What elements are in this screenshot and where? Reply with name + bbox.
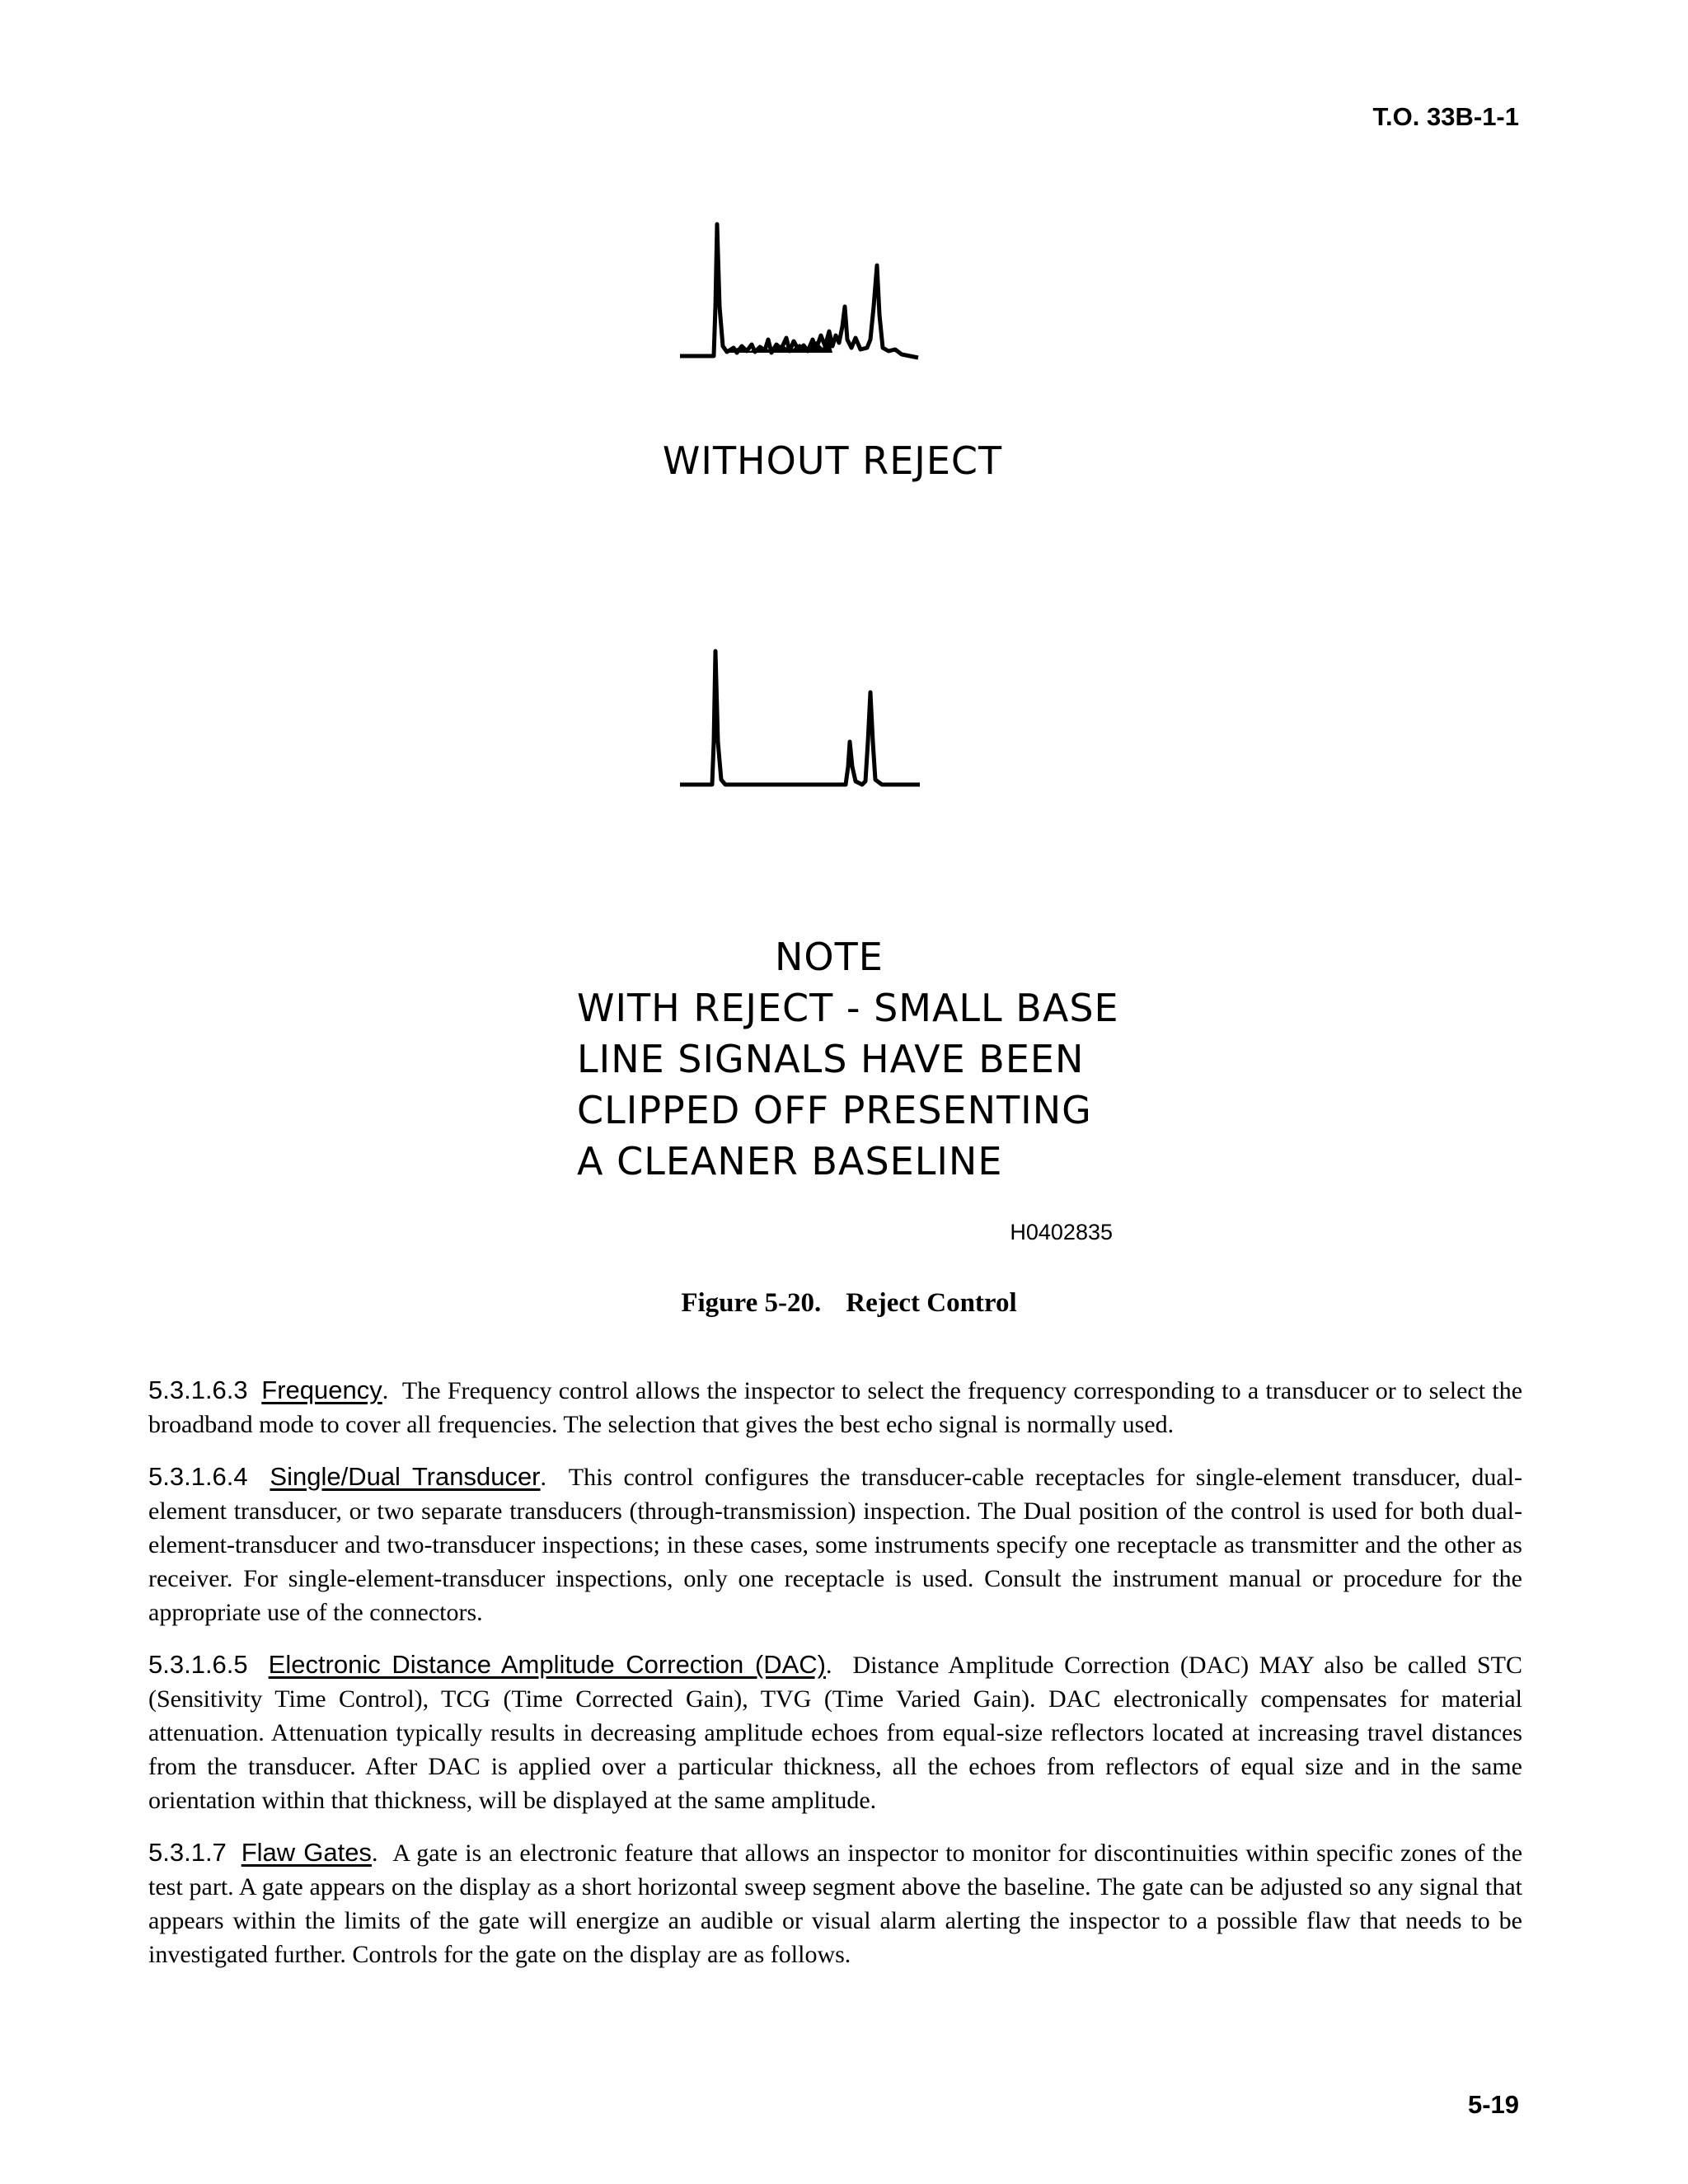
figure-caption [495, 1288, 1203, 1319]
paragraph-heading: Electronic Distance Amplitude Correction (DAC) [268, 1650, 826, 1679]
paragraph-text: Distance Amplitude Correction (DAC) MAY also be called STC (Sensitivity Time Control), TCG (Time Corrected Gain), TVG (Time Varied Gain). DAC electronically compensates for material attenuation. Attenuation typically results in decreasing amplitude echoes from equal-size reflectors located at increasing travel distances from the transducer. After DAC is applied over a particular thickness, all the echoes from reflectors of equal size and in the same orientation within that thickness, will be displayed at the same amplitude. [148, 1652, 1523, 1814]
page-number: 5-19 [1467, 2090, 1519, 2119]
paragraph-number: 5.3.1.6.4 [148, 1462, 248, 1491]
paragraph: 5.3.1.6.4 Single/Dual Transducer. This control configures the transducer-cable receptacles for single-element transducer, dual-element transducer, or two separate transducers (through-transmission) inspection. The Dual position of the control is used for both dual-element-transducer and two-transducer inspections; in these cases, some instruments specify one receptacle as transmitter and the other as receiver. For single-element-transducer inspections, only one receptacle is used. Consult the instrument manual or procedure for the appropriate use of the connectors. [148, 1462, 1523, 1626]
paragraph-number: 5.3.1.7 [148, 1838, 227, 1867]
trace-without-reject [676, 216, 989, 373]
note-line: A CLEANER BASELINE [577, 1139, 1003, 1183]
figure-note [577, 931, 1154, 1187]
paragraph-number: 5.3.1.6.5 [148, 1650, 248, 1679]
figure-caption-number: Figure 5-20. [681, 1288, 822, 1318]
figure-id: H0402835 [1010, 1220, 1113, 1244]
paragraph-text: This control configures the transducer-cable receptacles for single-element transducer, dual-element transducer, or two separate transducers (through-transmission) inspection. The Dual position of the control is used for both dual-element-transducer and two-transducer inspections; in these cases, some instruments specify one receptacle as transmitter and the other as receiver. For single-element-transducer inspections, only one receptacle is used. Consult the instrument manual or procedure for the appropriate use of the connectors. [148, 1464, 1523, 1626]
note-line: CLIPPED OFF PRESENTING [577, 1088, 1092, 1132]
note-title: NOTE [775, 935, 884, 979]
paragraph-number: 5.3.1.6.3 [148, 1376, 248, 1404]
note-line: WITH REJECT - SMALL BASE [577, 986, 1119, 1030]
paragraph: 5.3.1.6.3 Frequency. The Frequency control allows the inspector to select the frequency corresponding to a transducer or to select the broadband mode to cover all frequencies. The selection that gives the best echo signal is normally used. [148, 1376, 1523, 1438]
note-line: LINE SIGNALS HAVE BEEN [577, 1037, 1085, 1081]
paragraph-heading: Flaw Gates [241, 1838, 372, 1867]
paragraph: 5.3.1.6.5 Electronic Distance Amplitude Correction (DAC). Distance Amplitude Correction (DAC) MAY also be called STC (Sensitivity Time Control), TCG (Time Corrected Gain), TVG (Time Varied Gain). DAC electronically compensates for material attenuation. Attenuation typically results in decreasing amplitude echoes from equal-size reflectors located at increasing travel distances from the transducer. After DAC is applied over a particular thickness, all the echoes from reflectors of equal size and in the same orientation within that thickness, will be displayed at the same amplitude. [148, 1650, 1523, 1814]
paragraph-heading: Single/Dual Transducer [270, 1462, 541, 1491]
document-number: T.O. 33B-1-1 [1372, 102, 1519, 131]
ascan-noisy-trace-image [676, 216, 989, 373]
figure-caption-title: Reject Control [846, 1288, 1017, 1318]
trace-with-reject [676, 643, 989, 799]
ascan-clean-trace-image [676, 643, 989, 799]
paragraph: 5.3.1.7 Flaw Gates. A gate is an electronic feature that allows an inspector to monitor for discontinuities within specific zones of the test part. A gate appears on the display as a short horizontal sweep segment above the baseline. The gate can be adjusted so any signal that appears within the limits of the gate will energize an audible or visual alarm alerting the inspector to a possible flaw that needs to be investigated further. Controls for the gate on the display are as follows. [148, 1838, 1523, 1968]
body-text [148, 1373, 1522, 1990]
trace-label-without-reject: WITHOUT REJECT [662, 438, 1003, 483]
paragraph-heading: Frequency [261, 1376, 382, 1404]
paragraph-text: The Frequency control allows the inspector to select the frequency corresponding to a transducer or to select the broadband mode to cover all frequencies. The selection that gives the best echo signal is normally used. [148, 1377, 1523, 1438]
paragraph-text: A gate is an electronic feature that allows an inspector to monitor for discontinuities within specific zones of the test part. A gate appears on the display as a short horizontal sweep segment above the baseline. The gate can be adjusted so any signal that appears within the limits of the gate will energize an audible or visual alarm alerting the inspector to a possible flaw that needs to be investigated further. Controls for the gate on the display are as follows. [148, 1840, 1523, 1968]
